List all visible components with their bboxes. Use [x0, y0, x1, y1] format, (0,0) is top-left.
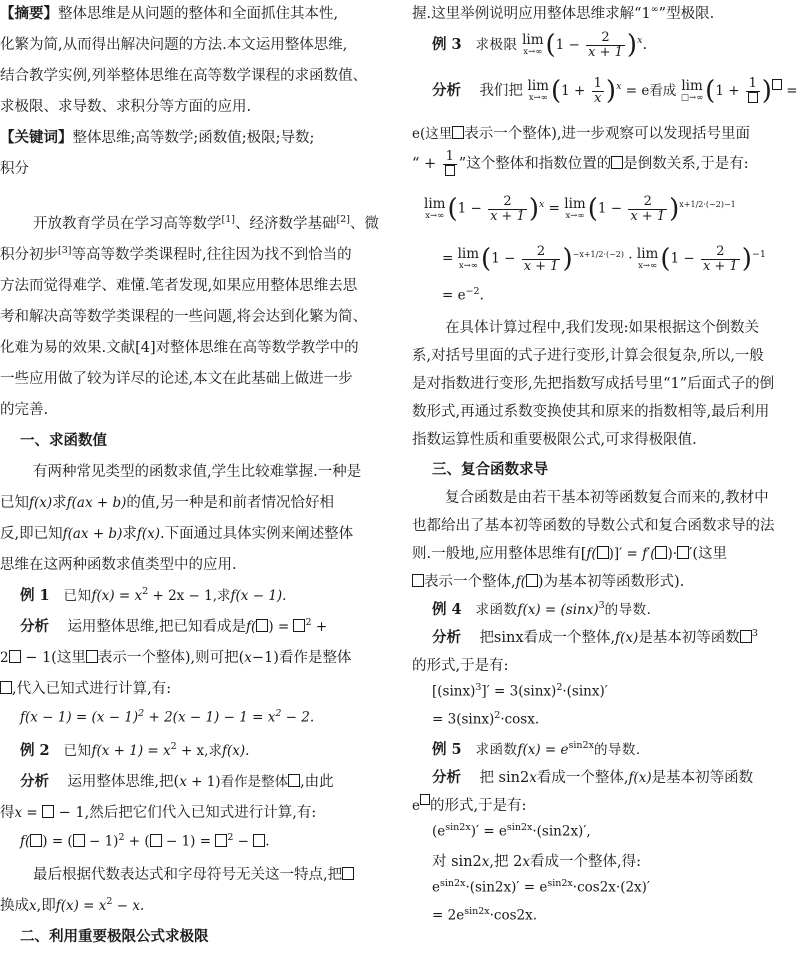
analysis-2-line-2: 得x = − 1,然后把它们代入已知式进行计算,有: [0, 805, 317, 821]
derivation-result: = $e^{-2}$. [442, 286, 484, 304]
box-symbol [288, 774, 300, 787]
equation-4a: $[(\sin x)^3]' = 3(\sin x)^2\cdot(\sin x)'$ [432, 682, 608, 700]
sec3-p4: 表示一个整体,f( )为基本初等函数形式). [412, 570, 684, 591]
example-3: 例 3 求极限 lim x→∞ (1 − $\frac{2}{x + 1}$ )$^x$. [432, 29, 648, 60]
sec2-p4: 在具体计算过程中,我们发现:如果根据这个倒数关 [445, 320, 759, 336]
analysis-3-line-2: e(这里 表示一个整体),进一步观察可以发现括号里面 [412, 126, 751, 142]
equation-6b: = $2e^{sin2x}\cdot\cos 2x$. [432, 906, 538, 924]
analysis-1-line-1: 分析 运用整体思维,把已知看成是f( ) = $^2$ + [20, 617, 328, 635]
sec1-p4: 思维在这两种函数求值类型中的应用. [0, 557, 237, 573]
example-2: 例 2 已知$f(x + 1) = x^2 + x$,求f(x). [20, 741, 250, 759]
box-symbol [342, 867, 354, 880]
analysis-2-line-1: 分析 运用整体思维,把(x + 1)看作是整体 ,由此 [20, 773, 334, 790]
box-symbol [452, 126, 464, 139]
sec1-p3: 反,即已知f(ax + b)求f(x).下面通过具体实例来阐述整体 [0, 526, 354, 542]
sec1-p2: 已知f(x)求f(ax + b)的值,另一种是和前者情况恰好相 [0, 495, 334, 511]
abstract-line-1: 【摘要】整体思维是从问题的整体和全面抓住其本性, [0, 5, 339, 22]
intro-line-6: 一些应用做了较为详尽的论述,本文在此基础上做进一步 [0, 371, 353, 387]
analysis-4-line-1: 分析 把sinx看成一个整体,f(x)是基本初等函数 $^3$ [432, 628, 758, 646]
box-symbol [611, 156, 623, 169]
analysis-5-line-2: e 的形式,于是有: [412, 794, 527, 815]
intro-line-1: 开放教育学员在学习高等数学[1]、经济数学基础[2]、微 [33, 214, 379, 232]
section-2-title: 二、利用重要极限公式求极限 [20, 928, 209, 945]
intro-line-2: 积分初步[3]等高等数学类课程时,往往因为找不到恰当的 [0, 245, 352, 263]
sec1-p1: 有两种常见类型的函数求值,学生比较难掌握.一种是 [33, 464, 362, 480]
box-symbol [42, 805, 54, 818]
box-symbol [86, 650, 98, 663]
intro-line-7: 的完善. [0, 402, 49, 418]
sec1-p5: 最后根据代数表达式和字母符号无关这一特点,把 [0, 863, 354, 884]
abstract-line-2: 化繁为简,从而得出解决问题的方法.本文运用整体思维, [0, 37, 348, 53]
analysis-3-line-1: 分析 我们把 lim x→∞ (1 + $\frac{1}{x}$ )$^x$ = e看成 lim □→∞ (1 + 1 ) = [432, 75, 798, 106]
keywords-line-2: 积分 [0, 161, 29, 177]
derivation-line-2: = lim x→∞ (1 − $\frac{2}{x + 1}$ )$^{-x+1/2\cdot(-2)}$ · lim x→∞ (1 − $\frac{2}{x + 1}$ )$^{-1}$ [442, 243, 766, 274]
sec2-p7: 数形式,再通过系数变换使其和原来的指数相等,最后利用 [412, 404, 770, 420]
example-4: 例 4 求函数$f(x) = (\sin x)^3$的导数. [432, 600, 652, 618]
box-symbol [293, 619, 305, 632]
example-5: 例 5 求函数$f(x) = e^{sin2x}$的导数. [432, 740, 641, 758]
sec1-p6: 换成x,即$f(x) = x^2 - x$. [0, 896, 145, 914]
box-symbol [0, 681, 12, 694]
analysis-5-line-1: 分析 把 sin2x看成一个整体,f(x)是基本初等函数 [432, 769, 754, 786]
abstract-label: 【摘要】 [0, 5, 58, 22]
sec3-p1: 复合函数是由若干基本初等函数复合而来的,教材中 [445, 490, 769, 506]
derivation-line-1: lim x→∞ (1 − $\frac{2}{x + 1}$ )$^x$ = lim x→∞ (1 − $\frac{2}{x + 1}$ )$^{x+1/2\cdot(-2)-1}$ [424, 193, 736, 224]
intro-line-4: 考和解决高等数学类课程的一些问题,将会达到化繁为简、 [0, 309, 368, 325]
section-3-title: 三、复合函数求导 [432, 461, 548, 478]
analysis-3-line-3: “ + 1 ”这个整体和指数位置的 是倒数关系,于是有: [412, 150, 749, 178]
keywords-line-1: 【关键词】整体思维;高等数学;函数值;极限;导数; [0, 129, 315, 146]
abstract-line-4: 求极限、求导数、求积分等方面的应用. [0, 99, 252, 115]
section-1-title: 一、求函数值 [20, 432, 107, 449]
analysis-1-line-3: ,代入已知式进行计算,有: [0, 677, 171, 698]
example-1: 例 1 已知$f(x) = x^2 + 2x - 1$,求f(x − 1). [20, 586, 287, 604]
sec2-right-line-1: 握.这里举例说明应用整体思维求解“1∞”型极限. [412, 4, 715, 22]
sec3-p5: 对 sin2x,把 2x看成一个整体,得: [432, 854, 641, 870]
equation-2: f( ) = ( − 1)$^2$ + ( − 1) = $^2$ − . [20, 832, 270, 850]
sec2-p8: 指数运算性质和重要极限公式,可求得极限值. [412, 432, 697, 448]
sec2-p6: 是对指数进行变形,先把指数写成括号里“1”后面式子的倒 [412, 376, 775, 392]
equation-5: $(e^{sin2x})' = e^{sin2x}\cdot(\sin 2x)'$, [432, 822, 591, 840]
analysis-4-line-2: 的形式,于是有: [412, 658, 509, 674]
keywords-label: 【关键词】 [0, 129, 73, 146]
equation-6a: $e^{sin2x}\cdot(\sin 2x)' = e^{sin2x}\cdot\cos 2x\cdot(2x)'$ [432, 878, 650, 896]
intro-line-3: 方法而觉得难学、难懂.笔者发现,如果应用整体思维去思 [0, 278, 358, 294]
box-symbol [256, 619, 268, 632]
sec2-p5: 系,对括号里面的式子进行变形,计算会很复杂,所以,一般 [412, 348, 764, 364]
sec3-p2: 也都给出了基本初等函数的导数公式和复合函数求导的法 [412, 518, 775, 534]
equation-4b: = $3(\sin x)^2\cdot\cos x$. [432, 710, 540, 728]
box-symbol [9, 650, 21, 663]
intro-line-5: 化难为易的效果.文献[4]对整体思维在高等数学教学中的 [0, 340, 359, 356]
analysis-1-line-2: 2 − 1(这里 表示一个整体),则可把(x−1)看作是整体 [0, 650, 352, 666]
equation-1: $f(x - 1) = (x - 1)^2 + 2(x - 1) - 1 = x^2 - 2$. [20, 708, 315, 726]
abstract-line-3: 结合教学实例,列举整体思维在高等数学课程的求函数值、 [0, 68, 368, 84]
sec3-p3: 则.一般地,应用整体思维有[f( )]′ = f′( )· ′(这里 [412, 546, 727, 562]
